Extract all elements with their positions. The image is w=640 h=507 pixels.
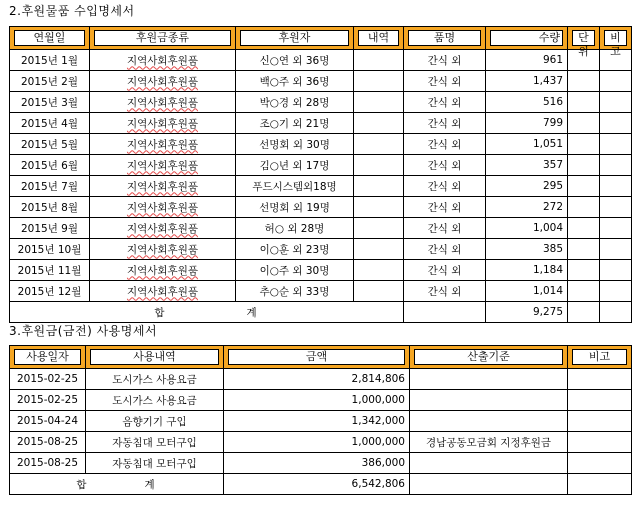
cell-donor: 김○년 외 17명 — [236, 155, 354, 176]
cell-amount: 1,000,000 — [224, 432, 410, 453]
cell-item: 간식 외 — [404, 260, 486, 281]
cell-unit — [568, 239, 600, 260]
cell-date: 2015년 4월 — [10, 113, 90, 134]
cell-qty: 272 — [486, 197, 568, 218]
cell-qty: 799 — [486, 113, 568, 134]
section3-title: 3.후원금(금전) 사용명세서 — [9, 324, 158, 338]
header-date: 연월일 — [10, 27, 90, 50]
header-amount: 금액 — [224, 346, 410, 369]
cell-unit — [568, 281, 600, 302]
cell-note — [600, 239, 632, 260]
cell-date: 2015년 5월 — [10, 134, 90, 155]
cell-item: 간식 외 — [404, 92, 486, 113]
cell-unit — [568, 197, 600, 218]
cell-qty: 385 — [486, 239, 568, 260]
cell-kind: 지역사회후원품 — [90, 155, 236, 176]
donation-goods-income-table — [9, 26, 632, 323]
total-amount: 6,542,806 — [224, 474, 410, 495]
cell-donor: 허○ 외 28명 — [236, 218, 354, 239]
cell-amount: 1,000,000 — [224, 390, 410, 411]
table-row — [10, 155, 632, 176]
header-note: 비고 — [600, 27, 632, 50]
total-row — [10, 302, 632, 323]
cell-item: 간식 외 — [404, 281, 486, 302]
cell-detail — [354, 197, 404, 218]
cell-donor: 선명회 외 19명 — [236, 197, 354, 218]
header-use-date: 사용일자 — [10, 346, 86, 369]
cell-detail — [354, 260, 404, 281]
cell-kind: 지역사회후원품 — [90, 176, 236, 197]
cell-date: 2015년 1월 — [10, 50, 90, 71]
cell-note — [600, 260, 632, 281]
cell-detail — [354, 155, 404, 176]
cell-date: 2015년 11월 — [10, 260, 90, 281]
cell-basis: 경남공동모금회 지정후원금 — [410, 432, 568, 453]
table-row — [10, 50, 632, 71]
cell-note — [600, 92, 632, 113]
header-note: 비고 — [568, 346, 632, 369]
cell-note — [568, 411, 632, 432]
header-basis: 산출기준 — [410, 346, 568, 369]
cell-unit — [568, 176, 600, 197]
cell-use-desc: 자동침대 모터구입 — [86, 432, 224, 453]
table-row — [10, 92, 632, 113]
cell-use-date: 2015-02-25 — [10, 369, 86, 390]
cell-qty: 357 — [486, 155, 568, 176]
cell-unit — [568, 260, 600, 281]
cell-use-date: 2015-02-25 — [10, 390, 86, 411]
cell-detail — [354, 71, 404, 92]
cell-amount: 386,000 — [224, 453, 410, 474]
table-row — [10, 113, 632, 134]
cell-use-desc: 자동침대 모터구입 — [86, 453, 224, 474]
cell-kind: 지역사회후원품 — [90, 218, 236, 239]
cell-donor: 조○기 외 21명 — [236, 113, 354, 134]
header-unit: 단위 — [568, 27, 600, 50]
cell-date: 2015년 9월 — [10, 218, 90, 239]
cell-kind: 지역사회후원품 — [90, 92, 236, 113]
cell-basis — [410, 411, 568, 432]
header-kind: 후원금종류 — [90, 27, 236, 50]
cell-item: 간식 외 — [404, 176, 486, 197]
cell-note — [600, 176, 632, 197]
cell-qty: 516 — [486, 92, 568, 113]
cell-note — [568, 432, 632, 453]
cell-note — [568, 390, 632, 411]
cell-date: 2015년 2월 — [10, 71, 90, 92]
donation-cash-usage-table — [9, 345, 632, 495]
cell-qty: 961 — [486, 50, 568, 71]
cell-note — [568, 369, 632, 390]
cell-detail — [354, 113, 404, 134]
cell-unit — [568, 113, 600, 134]
table-row — [10, 411, 632, 432]
cell-qty: 295 — [486, 176, 568, 197]
cell-unit — [568, 71, 600, 92]
cell-note — [600, 134, 632, 155]
cell-kind: 지역사회후원품 — [90, 239, 236, 260]
table-row — [10, 176, 632, 197]
cell-donor: 선명회 외 30명 — [236, 134, 354, 155]
cell-item: 간식 외 — [404, 197, 486, 218]
cell-basis — [410, 390, 568, 411]
cell-item: 간식 외 — [404, 50, 486, 71]
cell-note — [600, 71, 632, 92]
cell-use-desc: 도시가스 사용요금 — [86, 369, 224, 390]
cell-detail — [354, 134, 404, 155]
cell-use-date: 2015-04-24 — [10, 411, 86, 432]
cell-unit — [568, 155, 600, 176]
cell-unit — [568, 134, 600, 155]
cell-item: 간식 외 — [404, 134, 486, 155]
cell-donor: 이○주 외 30명 — [236, 260, 354, 281]
table-row — [10, 71, 632, 92]
cell-donor: 이○훈 외 23명 — [236, 239, 354, 260]
section2-title: 2.후원물품 수입명세서 — [9, 4, 135, 18]
total-label: 합 계 — [10, 474, 224, 495]
cell-note — [600, 281, 632, 302]
cell-date: 2015년 3월 — [10, 92, 90, 113]
cell-use-date: 2015-08-25 — [10, 453, 86, 474]
cell-unit — [568, 218, 600, 239]
table-row — [10, 197, 632, 218]
cell-note — [600, 218, 632, 239]
table-row — [10, 432, 632, 453]
cell-use-desc: 도시가스 사용요금 — [86, 390, 224, 411]
table-row — [10, 260, 632, 281]
cell-qty: 1,014 — [486, 281, 568, 302]
cell-kind: 지역사회후원품 — [90, 260, 236, 281]
cell-detail — [354, 281, 404, 302]
cell-note — [600, 197, 632, 218]
table-row — [10, 390, 632, 411]
cell-donor: 푸드시스템외18명 — [236, 176, 354, 197]
cell-kind: 지역사회후원품 — [90, 50, 236, 71]
cell-note — [600, 155, 632, 176]
cell-kind: 지역사회후원품 — [90, 113, 236, 134]
cell-item: 간식 외 — [404, 113, 486, 134]
header-qty: 수량 — [486, 27, 568, 50]
cell-item: 간식 외 — [404, 239, 486, 260]
cell-detail — [354, 218, 404, 239]
cell-detail — [354, 92, 404, 113]
table-header-row — [10, 27, 632, 50]
cell-basis — [410, 453, 568, 474]
cell-date: 2015년 12월 — [10, 281, 90, 302]
cell-item: 간식 외 — [404, 218, 486, 239]
table-row — [10, 453, 632, 474]
cell-qty: 1,437 — [486, 71, 568, 92]
header-item: 품명 — [404, 27, 486, 50]
cell-date: 2015년 7월 — [10, 176, 90, 197]
cell-amount: 2,814,806 — [224, 369, 410, 390]
cell-date: 2015년 10월 — [10, 239, 90, 260]
cell-donor: 백○주 외 36명 — [236, 71, 354, 92]
table-row — [10, 134, 632, 155]
total-qty: 9,275 — [486, 302, 568, 323]
cell-qty: 1,004 — [486, 218, 568, 239]
cell-basis — [410, 369, 568, 390]
cell-qty: 1,051 — [486, 134, 568, 155]
cell-use-desc: 음향기기 구입 — [86, 411, 224, 432]
cell-note — [600, 113, 632, 134]
cell-kind: 지역사회후원품 — [90, 71, 236, 92]
cell-kind: 지역사회후원품 — [90, 197, 236, 218]
table-row — [10, 369, 632, 390]
header-detail: 내역 — [354, 27, 404, 50]
cell-amount: 1,342,000 — [224, 411, 410, 432]
header-use-desc: 사용내역 — [86, 346, 224, 369]
cell-item: 간식 외 — [404, 155, 486, 176]
table-row — [10, 281, 632, 302]
cell-kind: 지역사회후원품 — [90, 281, 236, 302]
table-row — [10, 218, 632, 239]
cell-kind: 지역사회후원품 — [90, 134, 236, 155]
cell-qty: 1,184 — [486, 260, 568, 281]
table-header-row — [10, 346, 632, 369]
cell-donor: 박○경 외 28명 — [236, 92, 354, 113]
cell-date: 2015년 8월 — [10, 197, 90, 218]
cell-donor: 신○연 외 36명 — [236, 50, 354, 71]
cell-detail — [354, 50, 404, 71]
cell-detail — [354, 239, 404, 260]
total-label: 합 계 — [10, 302, 404, 323]
cell-detail — [354, 176, 404, 197]
table-row — [10, 239, 632, 260]
cell-date: 2015년 6월 — [10, 155, 90, 176]
cell-note — [568, 453, 632, 474]
header-donor: 후원자 — [236, 27, 354, 50]
cell-use-date: 2015-08-25 — [10, 432, 86, 453]
total-row — [10, 474, 632, 495]
cell-unit — [568, 92, 600, 113]
cell-donor: 추○순 외 33명 — [236, 281, 354, 302]
cell-item: 간식 외 — [404, 71, 486, 92]
